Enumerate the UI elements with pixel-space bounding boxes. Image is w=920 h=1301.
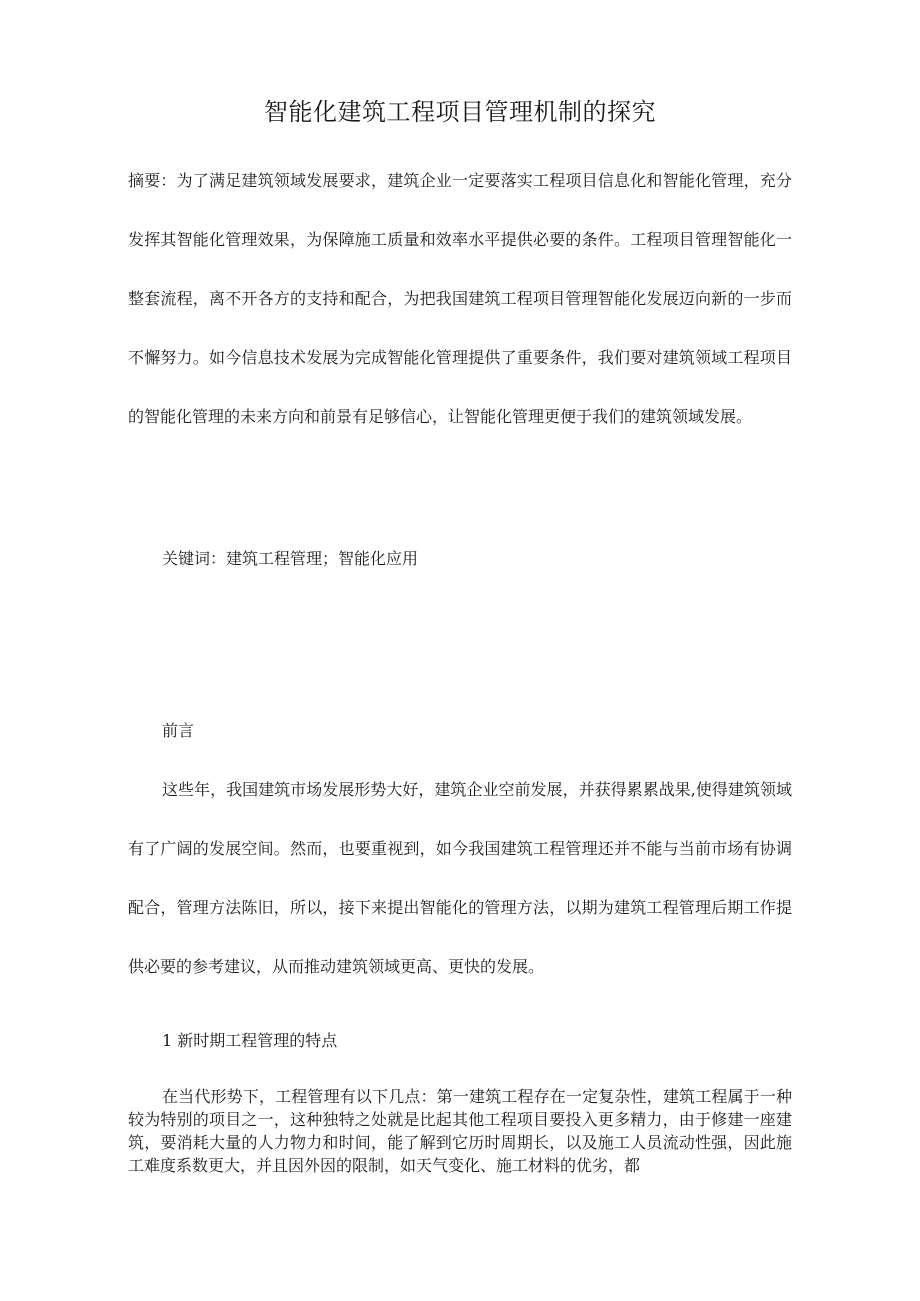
document-title: 智能化建筑工程项目管理机制的探究 bbox=[264, 98, 656, 126]
abstract-paragraph: 摘要：为了满足建筑领域发展要求，建筑企业一定要落实工程项目信息化和智能化管理，充分发挥其智能化管理效果，为保障施工质量和效率水平提供必要的条件。工程项目管理智能化一整套流程，离不开各方的支持和配合，为把我国建筑工程项目管理智能化发展迈向新的一步而不懈努力。如今信息技术发展为完成智能化管理提供了重要条件，我们要对建筑领域工程项目的智能化管理的未来方向和前景有足够信心，让智能化管理更便于我们的建筑领域发展。 bbox=[128, 171, 792, 426]
preface-paragraph: 这些年，我国建筑市场发展形势大好，建筑企业空前发展，并获得累累战果,使得建筑领域有了广阔的发展空间。然而，也要重视到，如今我国建筑工程管理还并不能与当前市场有协调配合，管理方法陈旧，所以，接下来提出智能化的管理方法，以期为建筑工程管理后期工作提供必要的参考建议，从而推动建筑领域更高、更快的发展。 bbox=[128, 780, 792, 976]
section-1-paragraph: 在当代形势下，工程管理有以下几点：第一建筑工程存在一定复杂性，建筑工程属于一种较为特别的项目之一，这种独特之处就是比起其他工程项目要投入更多精力，由于修建一座建筑，要消耗大量的人力物力和时间，能了解到它历时周期长，以及施工人员流动性强，因此施工难度系数更大，并且因外因的限制，如天气变化、施工材料的优劣，都 bbox=[128, 1087, 792, 1175]
keywords-line: 关键词：建筑工程管理；智能化应用 bbox=[162, 549, 419, 568]
preface-heading: 前言 bbox=[162, 721, 195, 740]
section-1-heading: 1 新时期工程管理的特点 bbox=[162, 1031, 338, 1050]
